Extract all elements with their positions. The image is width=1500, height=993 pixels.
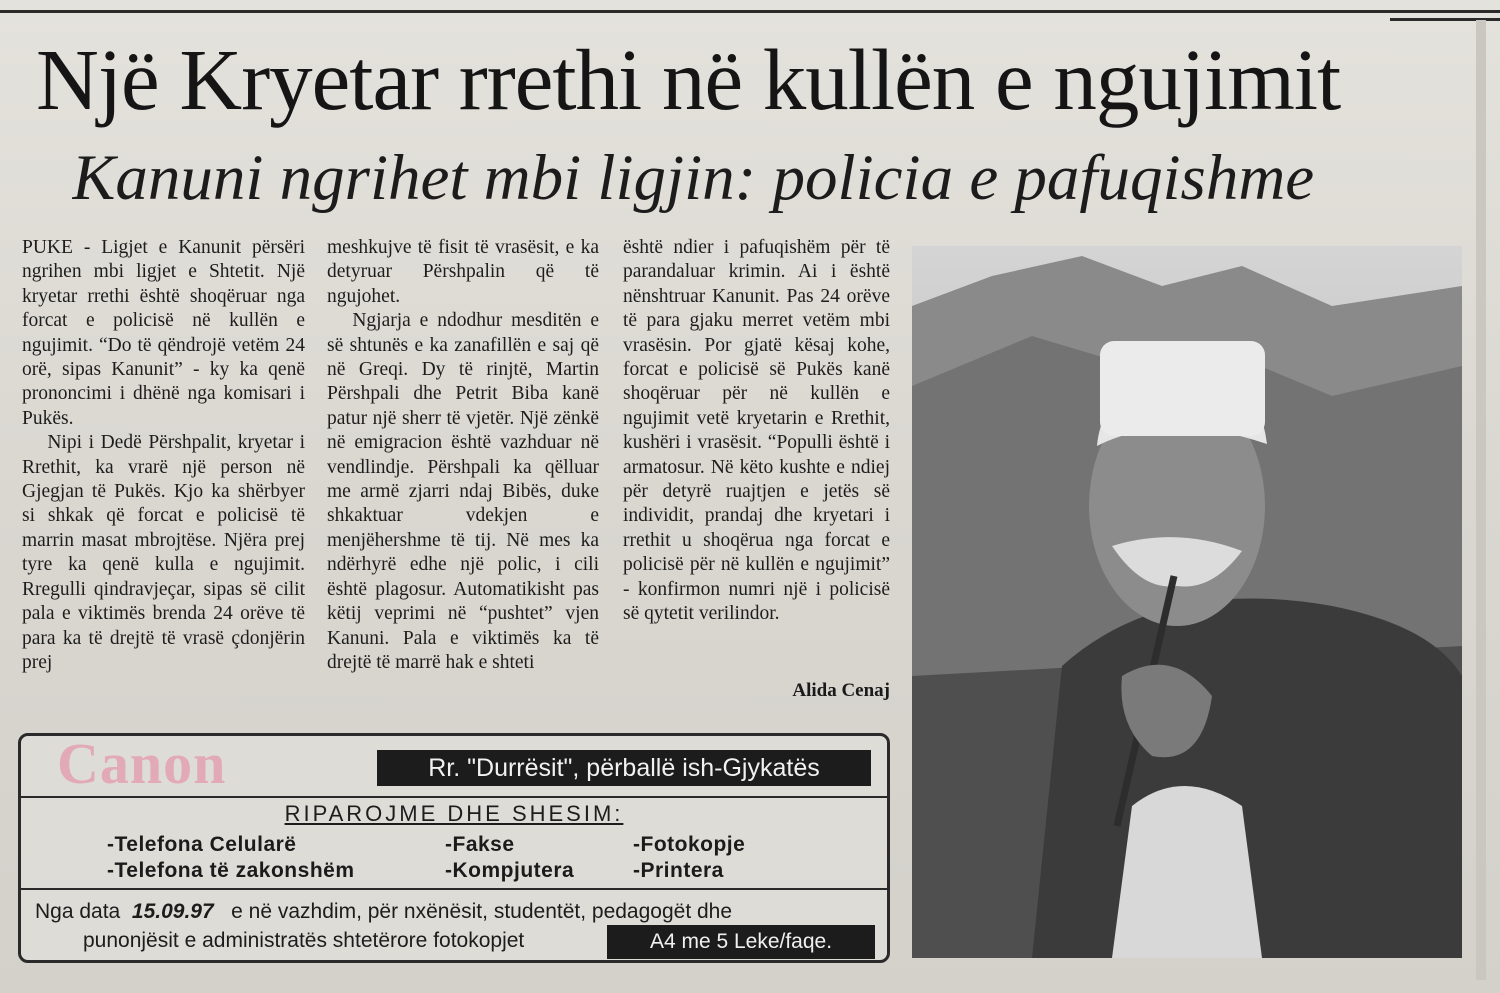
headline: Një Kryetar rrethi në kullën e ngujimit bbox=[36, 31, 1341, 128]
ad-service-item: -Telefona të zakonshëm bbox=[107, 859, 355, 882]
photo-illustration bbox=[912, 246, 1462, 958]
paragraph: Nipi i Dedë Përshpalit, kryetar i Rrethit, ka vrarë një person në Gjegjan të Pukës. Kjo ka shërbyer si shkak që forcat e policisë të marrin masat mbrojtëse. Njëra prej tyre ka qenë kulla e ngujimit. Rregulli qindravjeçar, sipas së cilit pala e viktimës brenda 24 orëve të para ka të drejtë të vrasë çdonjërin prej bbox=[22, 432, 305, 673]
ad-offer-line-2: punonjësit e administratës shtetërore fotokopjet bbox=[83, 929, 525, 952]
paragraph: meshkujve të fisit të vrasësit, e ka detyruar Përshpalin që të ngujohet. bbox=[327, 237, 599, 307]
ad-divider bbox=[21, 888, 887, 890]
canon-advertisement bbox=[18, 733, 890, 963]
ad-service-item: -Printera bbox=[633, 859, 724, 882]
page-edge bbox=[1476, 20, 1486, 980]
ad-service-item: -Fotokopje bbox=[633, 833, 746, 856]
portrait-photo bbox=[912, 246, 1462, 958]
corner-rule bbox=[1390, 0, 1500, 21]
ad-address-banner: Rr. "Durrësit", përballë ish-Gjykatës bbox=[377, 750, 871, 786]
subheadline: Kanuni ngrihet mbi ligjin: policia e pafuqishme bbox=[72, 142, 1315, 214]
top-rule bbox=[0, 10, 1500, 13]
byline: Alida Cenaj bbox=[792, 680, 890, 701]
ad-date: 15.09.97 bbox=[131, 900, 214, 923]
paragraph: Ngjarja e ndodhur mesditën e së shtunës e ka zanafillën e saj që në Greqi. Dy të rinjtë, Martin Përshpali dhe Petrit Biba kanë patur një sherr të vjetër. Një zënkë në emigracion është vazhduar në vendlindje. Përshpali ka qëlluar me armë zjarri ndaj Bibës, duke shkaktuar vdekjen e menjëhershme të tij. Në mes ka ndërhyrë edhe një polic, i cili është plagosur. Automatikisht pas këtij veprimi në “pushtet” vjen Kanuni. Pala e viktimës ka të drejtë të marrë hak e shteti bbox=[327, 310, 599, 673]
ad-service-item: -Fakse bbox=[445, 833, 515, 856]
ad-date-prefix: Nga data bbox=[35, 900, 121, 923]
ad-offer-text: e në vazhdim, për nxënësit, studentët, pedagogët dhe bbox=[231, 900, 733, 923]
ad-service-item: -Kompjutera bbox=[445, 859, 575, 882]
ad-offer-line-1 bbox=[35, 900, 732, 924]
article-column-2 bbox=[327, 236, 599, 675]
paragraph: PUKE - Ligjet e Kanunit përsëri ngrihen mbi ligjet e Shtetit. Një kryetar rrethi është shoqëruar nga forcat e policisë në kullën e ngujimit. “Do të qëndrojë vetëm 24 orë, sipas Kanunit” - ky ka qenë prononcimi i dhënë nga komisari i Pukës. bbox=[22, 237, 305, 429]
paragraph: është ndier i pafuqishëm për të parandaluar krimin. Ai i është nënshtruar Kanunit. Pas 24 orëve të para gjaku merret vetëm mbi vrasësin. Por gjatë kësaj kohe, forcat e policisë së Pukës kanë shoqëruar për në kullën e ngujimit vetë kryetarin e Rrethit, kushëri i vrasësit. “Populli është i armatosur. Në këto kushte e ndiej për detyrë ruajtjen e jetës së individit, prandaj dhe kryetari i rrethit u shoqërua nga forcat e policisë për në kullën e ngujimit” - konfirmon numri një i policisë së qytetit verilindor. bbox=[623, 237, 890, 625]
ad-divider bbox=[21, 796, 887, 798]
ad-heading: RIPAROJME DHE SHESIM: bbox=[284, 801, 624, 826]
ad-price-banner: A4 me 5 Leke/faqe. bbox=[607, 925, 875, 959]
article-column-3 bbox=[623, 236, 890, 627]
ad-service-item: -Telefona Celularë bbox=[107, 833, 297, 856]
article-column-1 bbox=[22, 236, 305, 675]
canon-logo: Canon bbox=[57, 733, 227, 796]
